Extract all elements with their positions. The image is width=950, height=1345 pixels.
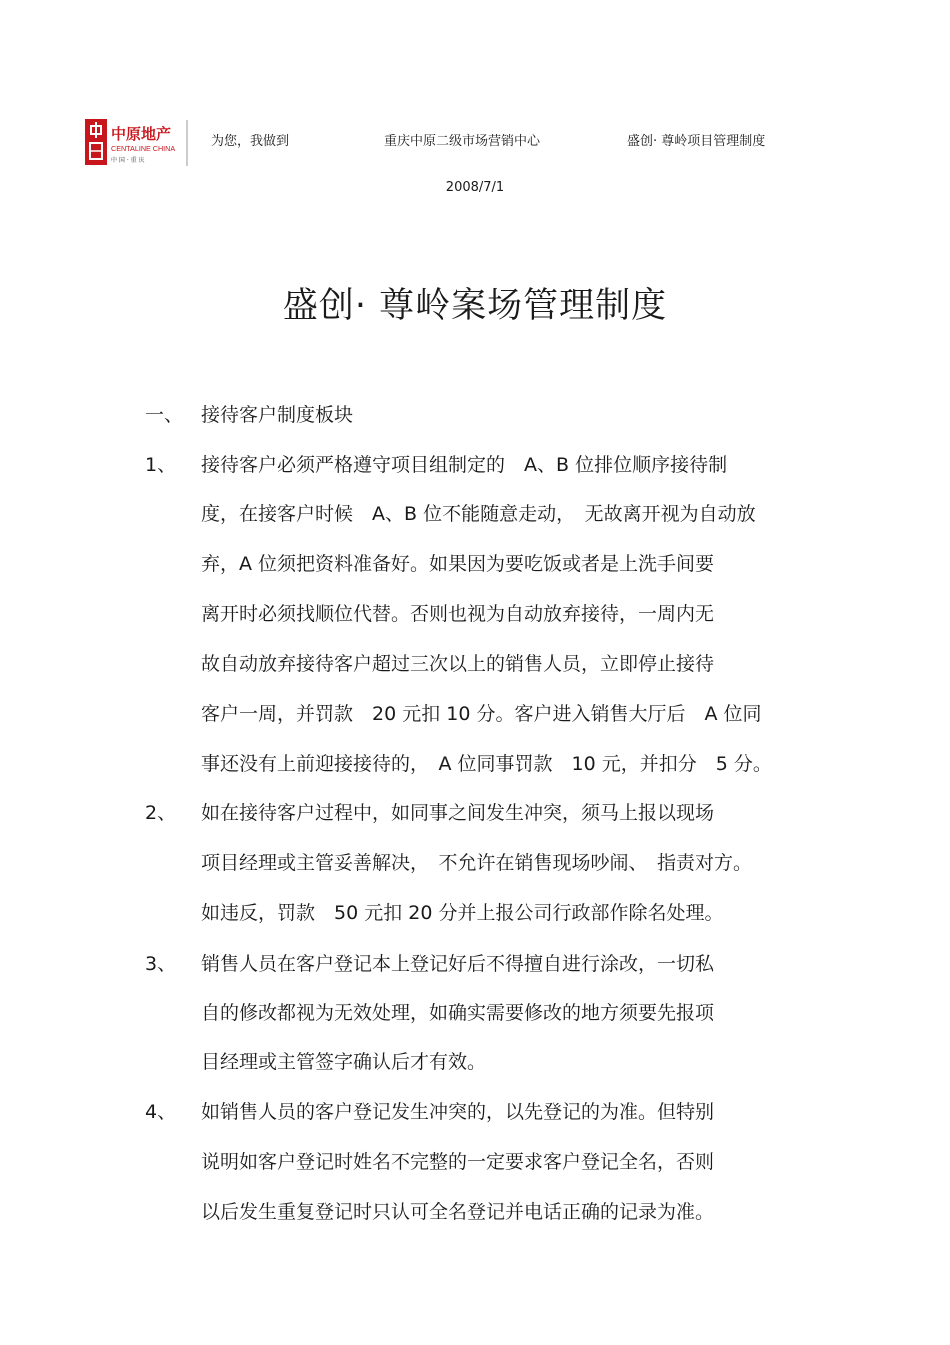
- item-4-number: 4、: [145, 1101, 177, 1123]
- item-4-line: 如销售人员的客户登记发生冲突的，以先登记的为准。但特别: [201, 1101, 715, 1123]
- item-1-line: 故自动放弃接待客户超过三次以上的销售人员，立即停止接待: [201, 653, 715, 675]
- item-4-line: 说明如客户登记时姓名不完整的一定要求客户登记全名，否则: [201, 1151, 715, 1173]
- header-slogan: 为您，我做到: [211, 134, 290, 149]
- item-3-line: 目经理或主管签字确认后才有效。: [201, 1051, 487, 1073]
- document-date: 2008/7/1: [445, 180, 505, 195]
- item-2-line: 如违反，罚款 50 元扣 20 分并上报公司行政部作除名处理。: [201, 902, 724, 924]
- logo-city: 中 国 · 重 庆: [111, 157, 145, 164]
- item-1-line: 度，在接客户时候 A、B 位不能随意走动， 无故离开视为自动放: [201, 503, 756, 525]
- item-1-line: 接待客户必须严格遵守项目组制定的 A、B 位排位顺序接待制: [201, 454, 728, 476]
- item-2-line: 如在接待客户过程中，如同事之间发生冲突，须马上报以现场: [201, 802, 715, 824]
- section-number: 一、: [145, 404, 184, 426]
- item-1-line: 事还没有上前迎接接待的， A 位同事罚款 10 元，并扣分 5 分。: [201, 753, 772, 775]
- page-title: 盛创· 尊岭案场管理制度: [282, 286, 668, 326]
- logo-name-cn: 中原地产: [111, 125, 172, 143]
- item-4-line: 以后发生重复登记时只认可全名登记并电话正确的记录为准。: [201, 1201, 715, 1223]
- item-2-line: 项目经理或主管妥善解决， 不允许在销售现场吵闹、 指责对方。: [201, 852, 753, 874]
- logo-name-en: CENTALINE CHINA: [111, 144, 176, 153]
- item-3-line: 自的修改都视为无效处理，如确实需要修改的地方须要先报项: [201, 1002, 715, 1024]
- item-1-line: 客户一周，并罚款 20 元扣 10 分。客户进入销售大厅后 A 位同: [201, 703, 762, 725]
- item-1-line: 弃，A 位须把资料准备好。如果因为要吃饭或者是上洗手间要: [201, 553, 715, 575]
- header-center-name: 重庆中原二级市场营销中心: [384, 134, 541, 149]
- section-title: 接待客户制度板块: [201, 404, 354, 426]
- centaline-logo: [84, 118, 188, 166]
- item-1-number: 1、: [145, 454, 177, 476]
- item-1-line: 离开时必须找顺位代替。否则也视为自动放弃接待，一周内无: [201, 603, 715, 625]
- item-3-line: 销售人员在客户登记本上登记好后不得擅自进行涂改，一切私: [201, 953, 715, 975]
- item-2-number: 2、: [145, 802, 177, 824]
- item-3-number: 3、: [145, 953, 177, 975]
- header-project-name: 盛创· 尊岭项目管理制度: [627, 134, 766, 149]
